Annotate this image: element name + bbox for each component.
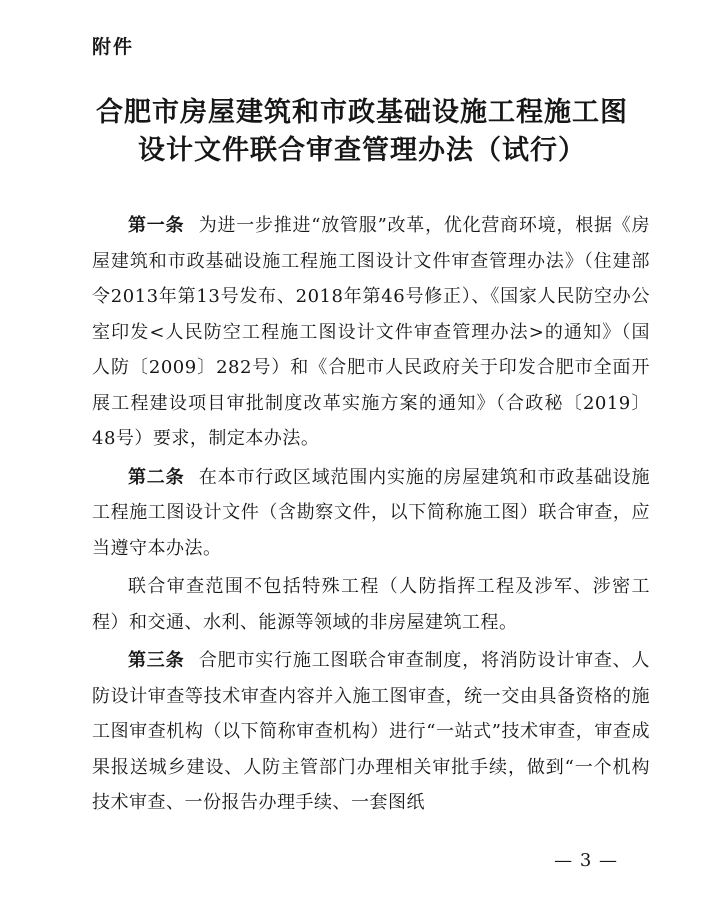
scope-paragraph (92, 569, 650, 640)
paragraph-text: 为进一步推进“放管服”改革，优化营商环境，根据《房屋建筑和市政基础设施工程施工图设计文件审查管理办法》（住建部令2013年第13号发布、2018年第46号修正）、《国家人民防空办公室印发<人民防空工程施工图设计文件审查管理办法>的通知》（国人防〔2009〕282号）和《合肥市人民政府关于印发合肥市全面开展工程建设项目审批制度改革实施方案的通知》（合政秘〔2019〕48号）要求，制定本办法。 (92, 215, 651, 449)
paragraph-text: 在本市行政区域范围内实施的房屋建筑和市政基础设施工程施工图设计文件（含勘察文件，以下简称施工图）联合审查，应当遵守本办法。 (92, 466, 650, 559)
article-3-paragraph (92, 643, 650, 821)
article-heading: 第一条 (128, 215, 185, 236)
article-1-paragraph (92, 208, 650, 457)
attachment-label: 附件 (92, 36, 135, 58)
document-title (0, 94, 724, 170)
article-heading: 第三条 (128, 650, 185, 671)
title-line-1: 合肥市房屋建筑和市政基础设施工程施工图 (96, 97, 628, 128)
article-heading: 第二条 (128, 466, 185, 488)
article-2-paragraph (92, 460, 650, 567)
document-body (92, 208, 650, 824)
page-number: — 3 — (554, 850, 618, 871)
paragraph-text: 联合审查范围不包括特殊工程（人防指挥工程及涉军、涉密工程）和交通、水利、能源等领域的非房屋建筑工程。 (92, 576, 650, 633)
paragraph-text: 合肥市实行施工图联合审查制度，将消防设计审查、人防设计审查等技术审查内容并入施工图审查，统一交由具备资格的施工图审查机构（以下简称审查机构）进行“一站式”技术审查，审查成果报送城乡建设、人防主管部门办理相关审批手续，做到“一个机构技术审查、一份报告办理手续、一套图纸 (92, 650, 650, 813)
title-line-2: 设计文件联合审查管理办法（试行） (138, 135, 586, 166)
